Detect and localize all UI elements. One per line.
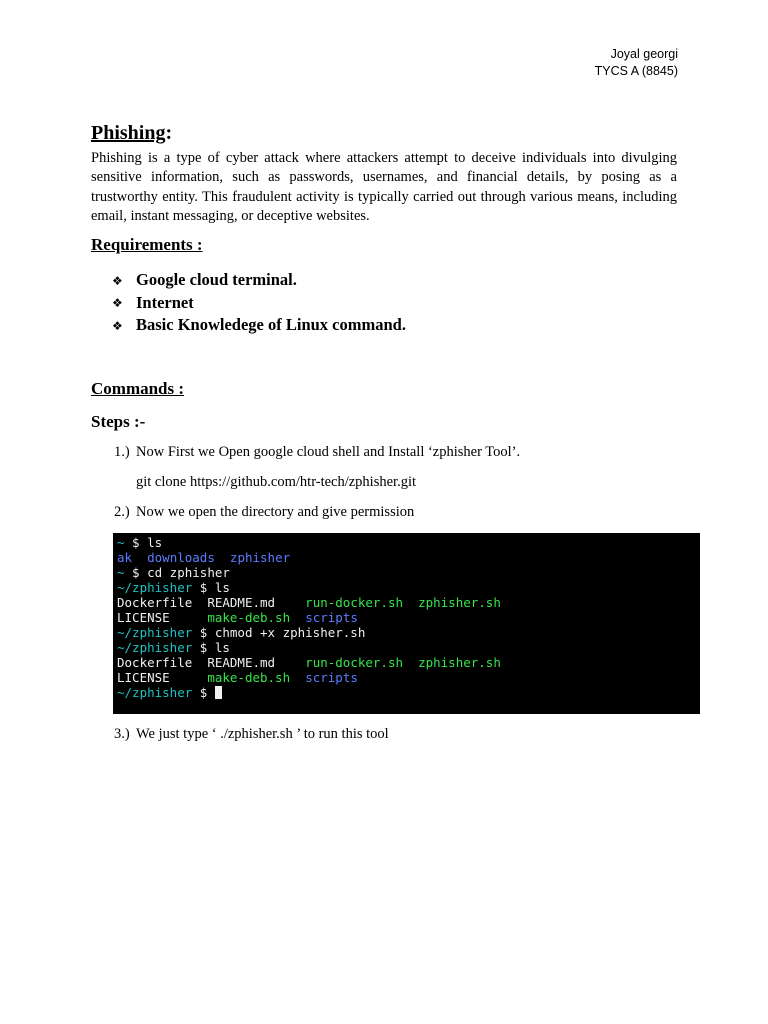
step-number: 3.) — [114, 726, 130, 742]
terminal-line: ~ $ ls — [117, 535, 163, 550]
diamond-bullet-icon: ❖ — [112, 273, 123, 288]
terminal-line: ~/zphisher $ ls — [117, 580, 230, 595]
terminal-line: ~ $ cd zphisher — [117, 565, 230, 580]
terminal-line: Dockerfile README.md run-docker.sh zphisher.sh — [117, 655, 501, 670]
step-text: Now we open the directory and give permission — [136, 504, 415, 520]
step-3 — [114, 726, 389, 743]
requirements-heading: Requirements : — [91, 235, 203, 254]
step-text: We just type ‘ ./zphisher.sh ’ to run this tool — [136, 726, 389, 742]
commands-heading: Commands : — [91, 379, 185, 398]
terminal-line: ~/zphisher $ ls — [117, 640, 230, 655]
page-title — [91, 122, 172, 145]
requirements-list — [112, 269, 406, 337]
step-1 — [114, 444, 520, 461]
list-item: ❖ Basic Knowledege of Linux command. — [112, 314, 406, 337]
diamond-bullet-icon: ❖ — [112, 296, 123, 311]
terminal-screenshot — [113, 533, 700, 714]
intro-paragraph: Phishing is a type of cyber attack where attackers attempt to deceive individuals into divulging sensitive information, such as passwords, usernames, and financial details, by posing as a trustworthy entity. This fraudulent activity is typically carried out through various means, including email, instant messaging, or deceptive websites. — [91, 150, 677, 224]
diamond-bullet-icon: ❖ — [112, 318, 123, 333]
terminal-line: Dockerfile README.md run-docker.sh zphisher.sh — [117, 595, 501, 610]
step-number: 1.) — [114, 444, 130, 460]
terminal-line: LICENSE make-deb.sh scripts — [117, 670, 358, 685]
step-text: Now First we Open google cloud shell and Install ‘zphisher Tool’. — [136, 444, 521, 460]
list-item: ❖ Google cloud terminal. — [112, 269, 406, 292]
author-header — [595, 46, 678, 80]
terminal-cursor — [215, 686, 222, 699]
steps-heading: Steps :- — [91, 412, 146, 431]
title-colon: : — [165, 122, 173, 144]
terminal-line: ~/zphisher $ — [117, 685, 222, 700]
step-2 — [114, 504, 414, 521]
author-name: Joyal georgi — [610, 47, 678, 61]
terminal-line: ~/zphisher $ chmod +x zphisher.sh — [117, 625, 366, 640]
terminal-line: LICENSE make-deb.sh scripts — [117, 610, 358, 625]
title-text: Phishing — [91, 122, 166, 144]
terminal-line: ak downloads zphisher — [117, 550, 291, 565]
list-item: ❖ Internet — [112, 292, 406, 315]
class-info: TYCS A (8845) — [594, 64, 678, 78]
git-clone-command: git clone https://github.com/htr-tech/zphisher.git — [136, 474, 416, 490]
step-number: 2.) — [114, 504, 130, 520]
